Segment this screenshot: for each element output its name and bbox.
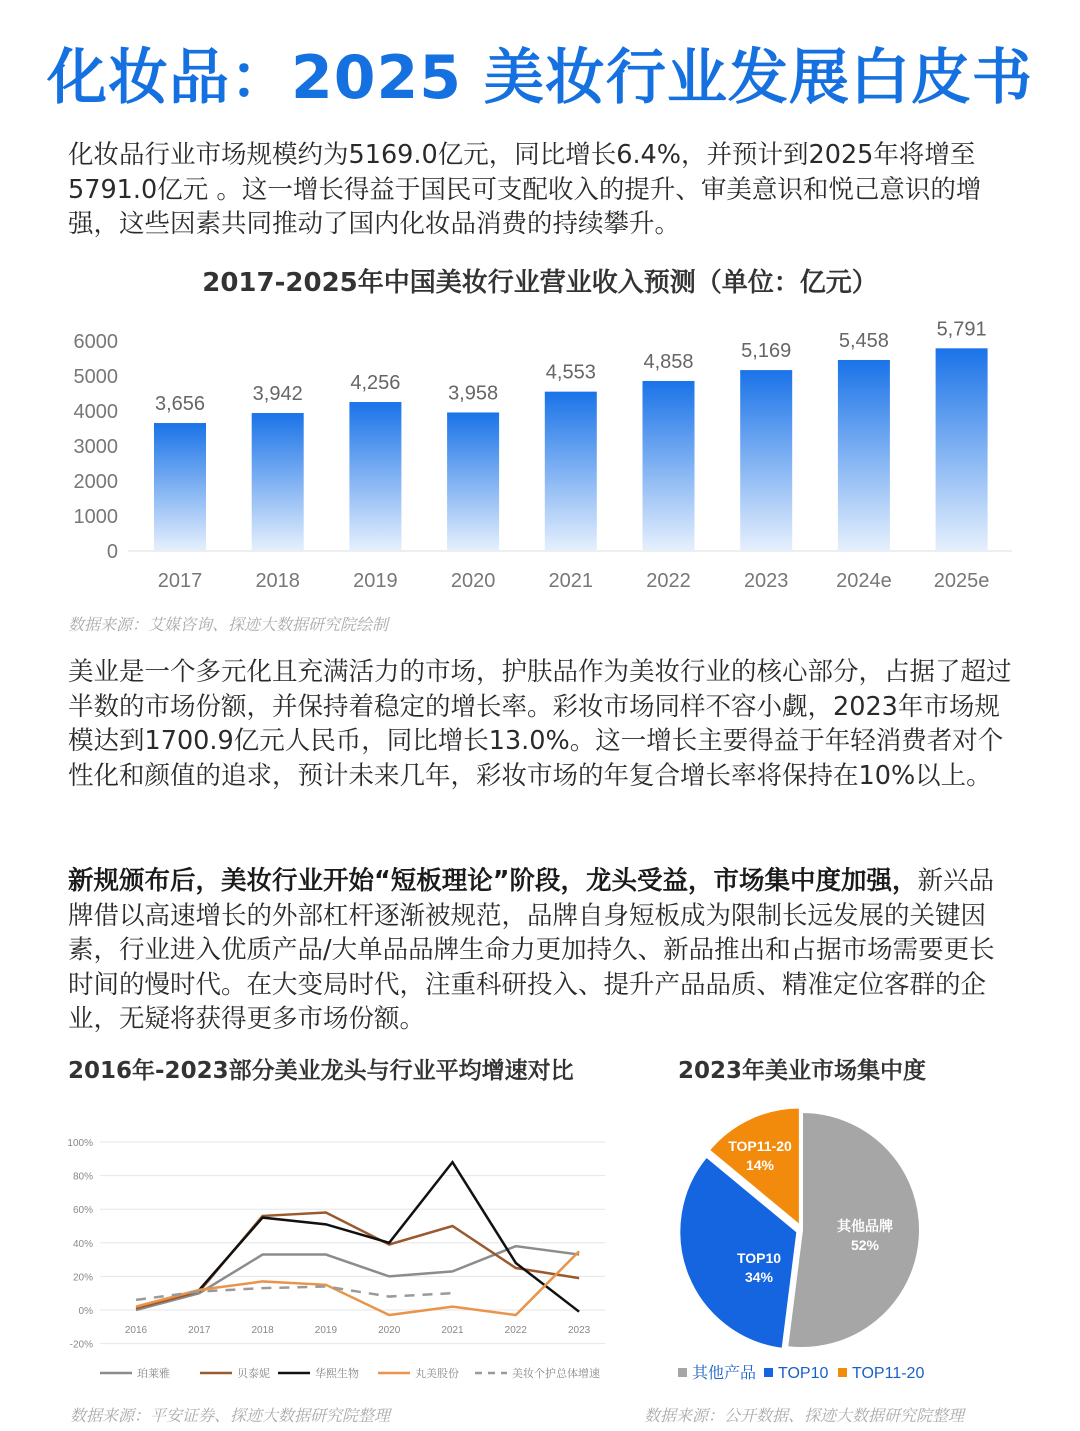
x-tick-label: 2025e: [933, 570, 990, 592]
y-tick-label: 0: [106, 541, 118, 563]
y-tick-label: 3000: [73, 436, 118, 458]
bar: [936, 348, 988, 551]
x-tick-label: 2024e: [836, 570, 892, 592]
legend-label: TOP10: [778, 1365, 829, 1382]
y-tick-label: 5000: [73, 366, 118, 388]
x-tick-label: 2023: [743, 570, 789, 592]
legend-label: 华熙生物: [315, 1368, 359, 1380]
series-line: [199, 1162, 579, 1312]
y-tick-label: 60%: [72, 1205, 93, 1217]
bar: [740, 370, 792, 551]
x-tick-label: 2021: [548, 570, 594, 592]
bar-value-label: 5,169: [741, 340, 792, 363]
bar-value-label: 4,553: [545, 361, 596, 384]
legend-label: 珀莱雅: [137, 1368, 170, 1380]
slice-pct: 52%: [850, 1237, 880, 1253]
y-tick-label: -20%: [69, 1339, 93, 1351]
bar-value-label: 4,858: [643, 350, 694, 373]
x-tick-label: 2020: [450, 570, 496, 592]
market-paragraph: 美业是一个多元化且充满活力的市场，护肤品作为美妆行业的核心部分，占据了超过半数的市场份额，并保持着稳定的增长率。彩妆市场同样不容小觑，2023年市场规模达到1700.9亿元人民币，同比增长13.0%。这一增长主要得益于年轻消费者对个性化和颜值的追求，预计未来几年，彩妆市场的年复合增长率将保持在10%以上。: [68, 657, 1012, 791]
regulation-heading: 新规颁布后，美妆行业开始“短板理论”阶段，龙头受益，市场集中度加强，: [68, 866, 918, 896]
bar: [349, 402, 401, 551]
y-tick-label: 2000: [73, 471, 118, 493]
slice-pct: 14%: [745, 1157, 775, 1173]
bar-chart-title: 2017-2025年中国美妆行业营业收入预测（单位：亿元）: [202, 268, 878, 298]
bar-chart: [0, 320, 1080, 600]
x-tick-label: 2022: [504, 1325, 527, 1336]
y-tick-label: 6000: [73, 331, 118, 353]
bar-value-label: 3,958: [448, 382, 499, 405]
bar: [252, 413, 304, 551]
bar-value-label: 4,256: [350, 372, 401, 395]
slice-label: TOP11-20: [728, 1138, 792, 1154]
legend-swatch: [678, 1368, 687, 1377]
y-tick-label: 4000: [73, 401, 118, 423]
bar-value-label: 5,791: [936, 320, 987, 341]
x-tick-label: 2016: [124, 1325, 148, 1336]
x-tick-label: 2017: [188, 1325, 211, 1336]
page-title: 化妆品：2025 美妆行业发展白皮书: [47, 43, 1033, 113]
x-tick-label: 2017: [157, 570, 203, 592]
intro-paragraph: 化妆品行业市场规模约为5169.0亿元，同比增长6.4%，并预计到2025年将增至5791.0亿元 。这一增长得益于国民可支配收入的提升、审美意识和悦己意识的增强，这些因素共同推动了国内化妆品消费的持续攀升。: [68, 140, 982, 239]
legend-swatch: [838, 1368, 847, 1377]
x-tick-label: 2018: [255, 570, 300, 592]
legend-label: TOP11-20: [852, 1365, 925, 1382]
x-tick-label: 2018: [251, 1325, 274, 1336]
x-tick-label: 2020: [378, 1325, 401, 1336]
series-line: [136, 1213, 579, 1309]
regulation-body: 新兴品牌借以高速增长的外部杠杆逐渐被规范，品牌自身短板成为限制长远发展的关键因素，行业进入优质产品/大单品品牌生命力更加持久、新品推出和占据市场需要更长时间的慢时代。在大变局时代，注重科研投入、提升产品品质、精准定位客群的企业，无疑将获得更多市场份额。: [68, 866, 995, 1034]
pie-chart-title: 2023年美业市场集中度: [678, 1058, 927, 1084]
y-tick-label: 20%: [72, 1272, 93, 1284]
legend-swatch: [764, 1368, 773, 1377]
bar: [838, 360, 890, 551]
y-tick-label: 40%: [72, 1238, 93, 1250]
legend-label: 丸美股份: [415, 1368, 459, 1380]
bar: [154, 423, 206, 551]
series-line: [136, 1251, 579, 1315]
regulation-paragraph: [68, 864, 1018, 1037]
bar: [545, 392, 597, 551]
x-tick-label: 2019: [314, 1325, 338, 1336]
pie-chart: [660, 1090, 1060, 1390]
pie-chart-source: 数据来源：公开数据、探迹大数据研究院整理: [644, 1406, 965, 1425]
bar-value-label: 3,942: [252, 383, 303, 406]
slice-pct: 34%: [744, 1269, 774, 1285]
slice-label: TOP10: [736, 1250, 782, 1266]
y-tick-label: 0%: [78, 1306, 93, 1317]
x-tick-label: 2019: [353, 570, 398, 592]
x-tick-label: 2021: [441, 1325, 464, 1336]
bar: [643, 381, 695, 551]
legend-label: 美妆个护总体增速: [512, 1368, 600, 1380]
legend-label: 贝泰妮: [237, 1368, 270, 1380]
bar: [447, 412, 499, 551]
bar-chart-source: 数据来源：艾媒咨询、探迹大数据研究院绘制: [68, 615, 389, 634]
bar-value-label: 3,656: [154, 393, 206, 416]
bar-value-label: 5,458: [838, 329, 889, 352]
x-tick-label: 2022: [646, 570, 691, 592]
legend-label: 其他产品: [692, 1365, 757, 1382]
line-chart: [60, 1130, 620, 1390]
y-tick-label: 100%: [67, 1138, 93, 1149]
y-tick-label: 1000: [73, 506, 118, 528]
line-chart-source: 数据来源：平安证券、探迹大数据研究院整理: [70, 1406, 391, 1425]
slice-label: 其他品牌: [837, 1218, 893, 1234]
line-chart-title: 2016年-2023部分美业龙头与行业平均增速对比: [68, 1058, 574, 1084]
y-tick-label: 80%: [72, 1171, 93, 1183]
x-tick-label: 2023: [567, 1325, 591, 1336]
